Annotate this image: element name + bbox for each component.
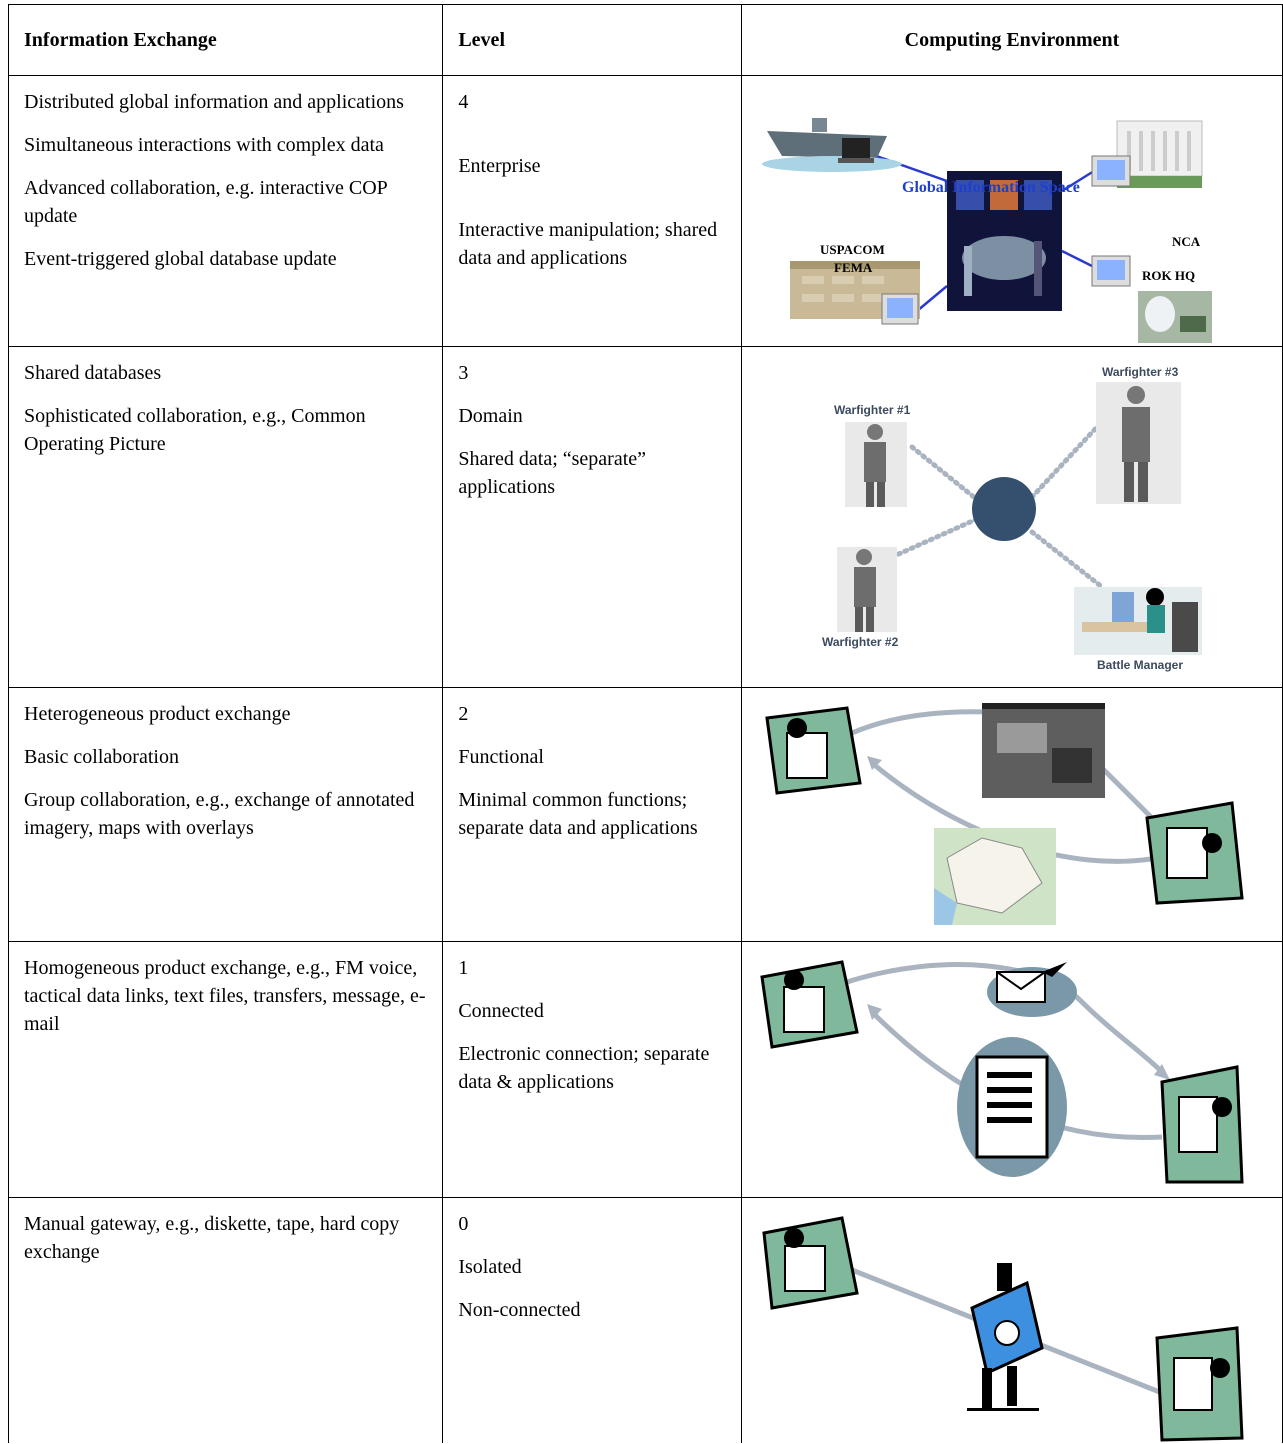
level-number: 2 [458, 703, 469, 725]
warfighter-1-label: Warfighter #1 [833, 403, 911, 417]
enterprise-diagram [742, 76, 1282, 346]
map-overlay-icon [934, 828, 1056, 925]
terminal-operator-icon [764, 1218, 857, 1308]
monitor-icon [1092, 256, 1130, 286]
terminal-operator-icon [1147, 803, 1242, 903]
table-row [9, 347, 1283, 688]
functional-diagram [742, 688, 1282, 941]
uspacom-label: USPACOM [819, 242, 885, 257]
level-number: 3 [458, 362, 469, 384]
connected-diagram [742, 942, 1282, 1197]
document-icon [957, 1037, 1067, 1177]
level-number: 1 [458, 957, 469, 979]
terminal-operator-icon [767, 708, 860, 793]
soldier-icon [837, 547, 897, 632]
battle-manager-icon [1074, 587, 1202, 655]
info-item: Group collaboration, e.g., exchange of annotated imagery, maps with overlays [24, 789, 415, 839]
soldier-icon [845, 422, 907, 507]
info-item: Heterogeneous product exchange [24, 703, 291, 725]
warfighter-2-label: Warfighter #2 [821, 635, 899, 649]
level-description: Interactive manipulation; shared data and applications [458, 219, 718, 269]
info-item: Shared databases [24, 362, 162, 384]
aerial-imagery-icon [982, 703, 1105, 798]
table-row [9, 1198, 1283, 1444]
fema-label: FEMA [833, 260, 873, 275]
nca-label: NCA [1171, 234, 1201, 249]
level-name: Connected [458, 1000, 544, 1022]
info-item: Basic collaboration [24, 746, 179, 768]
level-description: Electronic connection; separate data & applications [458, 1043, 710, 1093]
table-row [9, 688, 1283, 942]
global-information-space-label: Global Information Space [901, 179, 1080, 196]
level-name: Functional [458, 746, 544, 768]
header-computing-environment: Computing Environment [741, 5, 1282, 76]
level-description: Minimal common functions; separate data and applications [458, 789, 698, 839]
domain-diagram [742, 347, 1282, 687]
radar-site-icon [1138, 291, 1212, 343]
soldier-icon [1096, 382, 1181, 504]
terminal-operator-icon [1162, 1067, 1242, 1182]
level-description: Shared data; “separate” applications [458, 448, 647, 498]
shared-database-hub [972, 477, 1036, 541]
level-number: 4 [458, 91, 469, 113]
floppy-disk-carrier-icon [967, 1263, 1042, 1411]
header-level: Level [443, 5, 742, 76]
info-item: Sophisticated collaboration, e.g., Common Operating Picture [24, 405, 366, 455]
info-item: Distributed global information and applications [24, 91, 404, 113]
info-item: Manual gateway, e.g., diskette, tape, hard copy exchange [24, 1213, 400, 1263]
warfighter-3-label: Warfighter #3 [1101, 365, 1179, 379]
battle-manager-label: Battle Manager [1096, 658, 1184, 672]
level-name: Isolated [458, 1256, 522, 1278]
terminal-operator-icon [762, 962, 857, 1047]
isolated-diagram [742, 1198, 1282, 1443]
terminal-operator-icon [1157, 1328, 1242, 1440]
table-row [9, 76, 1283, 347]
level-number: 0 [458, 1213, 469, 1235]
laptop-icon [838, 138, 874, 163]
level-name: Domain [458, 405, 523, 427]
info-item: Event-triggered global database update [24, 248, 337, 270]
aircraft-carrier-icon [762, 118, 902, 172]
monitor-icon [882, 294, 918, 324]
level-name: Enterprise [458, 155, 541, 177]
info-item: Homogeneous product exchange, e.g., FM voice, tactical data links, text files, transfers, message, e-mail [24, 957, 426, 1035]
info-item: Simultaneous interactions with complex data [24, 134, 384, 156]
header-information-exchange: Information Exchange [9, 5, 443, 76]
table-row [9, 942, 1283, 1198]
info-item: Advanced collaboration, e.g. interactive COP update [24, 177, 388, 227]
rok-hq-label: ROK HQ [1141, 268, 1196, 283]
monitor-icon [1092, 156, 1130, 186]
level-description: Non-connected [458, 1299, 581, 1321]
email-icon [987, 962, 1077, 1017]
